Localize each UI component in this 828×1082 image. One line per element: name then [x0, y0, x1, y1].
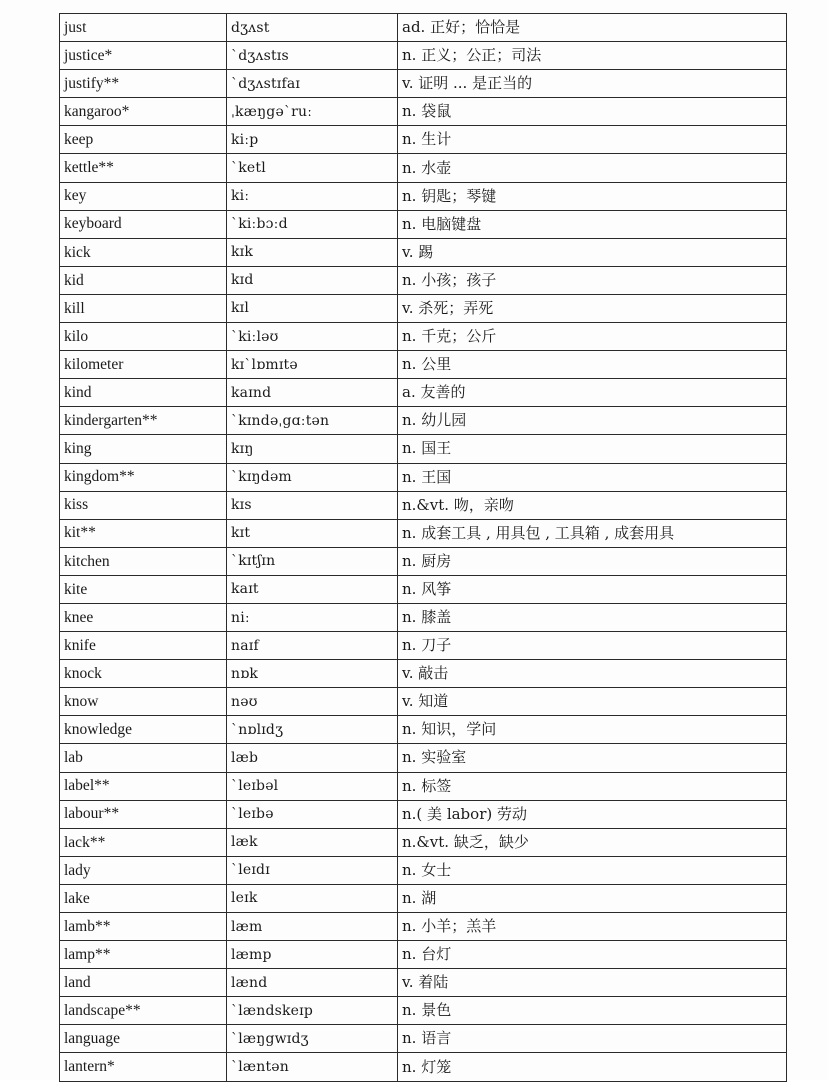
phonetic-cell: kɪk [227, 238, 398, 266]
phonetic-cell: kiːp [227, 126, 398, 154]
phonetic-cell: ˋlæntən [227, 1053, 398, 1081]
table-row [60, 884, 787, 912]
definition-cell: n. 知识，学问 [398, 716, 787, 744]
definition-cell: n. 刀子 [398, 632, 787, 660]
table-row [60, 154, 787, 182]
word-cell: kick [60, 238, 227, 266]
definition-cell: n. 电脑键盘 [398, 210, 787, 238]
word-cell: kettle** [60, 154, 227, 182]
definition-cell: n. 灯笼 [398, 1053, 787, 1081]
table-row [60, 463, 787, 491]
word-cell: kindergarten** [60, 407, 227, 435]
table-row [60, 800, 787, 828]
phonetic-cell: ˋkiːbɔːd [227, 210, 398, 238]
word-cell: know [60, 688, 227, 716]
table-row [60, 1053, 787, 1081]
word-cell: kill [60, 294, 227, 322]
word-cell: lantern* [60, 1053, 227, 1081]
word-cell: kid [60, 266, 227, 294]
table-row [60, 828, 787, 856]
word-cell: kingdom** [60, 463, 227, 491]
phonetic-cell: ˋkɪndəˌgɑːtən [227, 407, 398, 435]
table-row [60, 997, 787, 1025]
word-cell: label** [60, 772, 227, 800]
table-row [60, 182, 787, 210]
table-row [60, 856, 787, 884]
table-row [60, 744, 787, 772]
definition-cell: n. 实验室 [398, 744, 787, 772]
word-cell: kilo [60, 323, 227, 351]
table-row [60, 379, 787, 407]
vocabulary-table [59, 13, 787, 1082]
table-row [60, 266, 787, 294]
phonetic-cell: kaɪt [227, 575, 398, 603]
definition-cell: a. 友善的 [398, 379, 787, 407]
definition-cell: n. 小羊；羔羊 [398, 913, 787, 941]
definition-cell: n. 厨房 [398, 547, 787, 575]
definition-cell: n.( 美 labor) 劳动 [398, 800, 787, 828]
phonetic-cell: kaɪnd [227, 379, 398, 407]
word-cell: knowledge [60, 716, 227, 744]
definition-cell: v. 知道 [398, 688, 787, 716]
phonetic-cell: nɒk [227, 660, 398, 688]
definition-cell: n. 景色 [398, 997, 787, 1025]
word-cell: knee [60, 603, 227, 631]
word-cell: kilometer [60, 351, 227, 379]
definition-cell: n. 成套工具 , 用具包 , 工具箱 , 成套用具 [398, 519, 787, 547]
definition-cell: v. 杀死；弄死 [398, 294, 787, 322]
phonetic-cell: ˋkɪtʃɪn [227, 547, 398, 575]
word-cell: lamp** [60, 941, 227, 969]
phonetic-cell: ˋlæŋgwɪdʒ [227, 1025, 398, 1053]
definition-cell: n. 女士 [398, 856, 787, 884]
table-row [60, 210, 787, 238]
definition-cell: n. 风筝 [398, 575, 787, 603]
table-row [60, 126, 787, 154]
definition-cell: n. 小孩；孩子 [398, 266, 787, 294]
word-cell: keyboard [60, 210, 227, 238]
definition-cell: n. 国王 [398, 435, 787, 463]
phonetic-cell: læmp [227, 941, 398, 969]
table-row [60, 294, 787, 322]
word-cell: justify** [60, 70, 227, 98]
table-row [60, 14, 787, 42]
definition-cell: n. 王国 [398, 463, 787, 491]
phonetic-cell: læk [227, 828, 398, 856]
word-cell: just [60, 14, 227, 42]
phonetic-cell: kɪd [227, 266, 398, 294]
table-row [60, 969, 787, 997]
definition-cell: n.&vt. 缺乏，缺少 [398, 828, 787, 856]
word-cell: kiss [60, 491, 227, 519]
phonetic-cell: kɪs [227, 491, 398, 519]
table-row [60, 632, 787, 660]
phonetic-cell: niː [227, 603, 398, 631]
table-row [60, 603, 787, 631]
word-cell: keep [60, 126, 227, 154]
word-cell: lady [60, 856, 227, 884]
table-row [60, 435, 787, 463]
word-cell: justice* [60, 42, 227, 70]
table-row [60, 42, 787, 70]
phonetic-cell: kɪŋ [227, 435, 398, 463]
table-row [60, 407, 787, 435]
definition-cell: n. 正义；公正；司法 [398, 42, 787, 70]
table-row [60, 70, 787, 98]
table-row [60, 716, 787, 744]
table-row [60, 491, 787, 519]
word-cell: lack** [60, 828, 227, 856]
phonetic-cell: kɪl [227, 294, 398, 322]
definition-cell: n. 幼儿园 [398, 407, 787, 435]
phonetic-cell: nəʊ [227, 688, 398, 716]
word-cell: kite [60, 575, 227, 603]
word-cell: lamb** [60, 913, 227, 941]
table-row [60, 323, 787, 351]
definition-cell: v. 证明 ... 是正当的 [398, 70, 787, 98]
word-cell: kit** [60, 519, 227, 547]
word-cell: kitchen [60, 547, 227, 575]
word-cell: labour** [60, 800, 227, 828]
definition-cell: n. 公里 [398, 351, 787, 379]
word-cell: knock [60, 660, 227, 688]
word-cell: key [60, 182, 227, 210]
word-cell: lab [60, 744, 227, 772]
word-cell: kangaroo* [60, 98, 227, 126]
phonetic-cell: læm [227, 913, 398, 941]
definition-cell: n. 湖 [398, 884, 787, 912]
table-row [60, 772, 787, 800]
phonetic-cell: ˋdʒʌstɪfaɪ [227, 70, 398, 98]
word-cell: landscape** [60, 997, 227, 1025]
word-cell: land [60, 969, 227, 997]
definition-cell: n. 膝盖 [398, 603, 787, 631]
table-row [60, 547, 787, 575]
phonetic-cell: lænd [227, 969, 398, 997]
table-row [60, 688, 787, 716]
phonetic-cell: ˋnɒlɪdʒ [227, 716, 398, 744]
table-row [60, 1025, 787, 1053]
table-row [60, 660, 787, 688]
definition-cell: n. 生计 [398, 126, 787, 154]
table-row [60, 519, 787, 547]
table-row [60, 575, 787, 603]
vocabulary-table-body [60, 14, 787, 1082]
phonetic-cell: leɪk [227, 884, 398, 912]
phonetic-cell: ˌkæŋgəˋruː [227, 98, 398, 126]
table-row [60, 351, 787, 379]
word-cell: kind [60, 379, 227, 407]
phonetic-cell: kɪˋlɒmɪtə [227, 351, 398, 379]
definition-cell: v. 着陆 [398, 969, 787, 997]
phonetic-cell: ˋleɪbəl [227, 772, 398, 800]
phonetic-cell: kiː [227, 182, 398, 210]
phonetic-cell: ˋkiːləʊ [227, 323, 398, 351]
word-cell: king [60, 435, 227, 463]
table-row [60, 98, 787, 126]
word-cell: knife [60, 632, 227, 660]
phonetic-cell: kɪt [227, 519, 398, 547]
definition-cell: n. 台灯 [398, 941, 787, 969]
phonetic-cell: ˋlændskeɪp [227, 997, 398, 1025]
phonetic-cell: ˋketl [227, 154, 398, 182]
definition-cell: n. 水壶 [398, 154, 787, 182]
table-row [60, 913, 787, 941]
phonetic-cell: ˋkɪŋdəm [227, 463, 398, 491]
word-cell: lake [60, 884, 227, 912]
table-row [60, 238, 787, 266]
definition-cell: n. 语言 [398, 1025, 787, 1053]
table-row [60, 941, 787, 969]
definition-cell: n. 千克；公斤 [398, 323, 787, 351]
phonetic-cell: læb [227, 744, 398, 772]
definition-cell: ad. 正好；恰恰是 [398, 14, 787, 42]
word-cell: language [60, 1025, 227, 1053]
phonetic-cell: ˋleɪbə [227, 800, 398, 828]
definition-cell: v. 踢 [398, 238, 787, 266]
phonetic-cell: ˋdʒʌstɪs [227, 42, 398, 70]
phonetic-cell: ˋleɪdɪ [227, 856, 398, 884]
definition-cell: v. 敲击 [398, 660, 787, 688]
phonetic-cell: naɪf [227, 632, 398, 660]
phonetic-cell: dʒʌst [227, 14, 398, 42]
definition-cell: n. 袋鼠 [398, 98, 787, 126]
definition-cell: n. 钥匙；琴键 [398, 182, 787, 210]
definition-cell: n.&vt. 吻，亲吻 [398, 491, 787, 519]
definition-cell: n. 标签 [398, 772, 787, 800]
